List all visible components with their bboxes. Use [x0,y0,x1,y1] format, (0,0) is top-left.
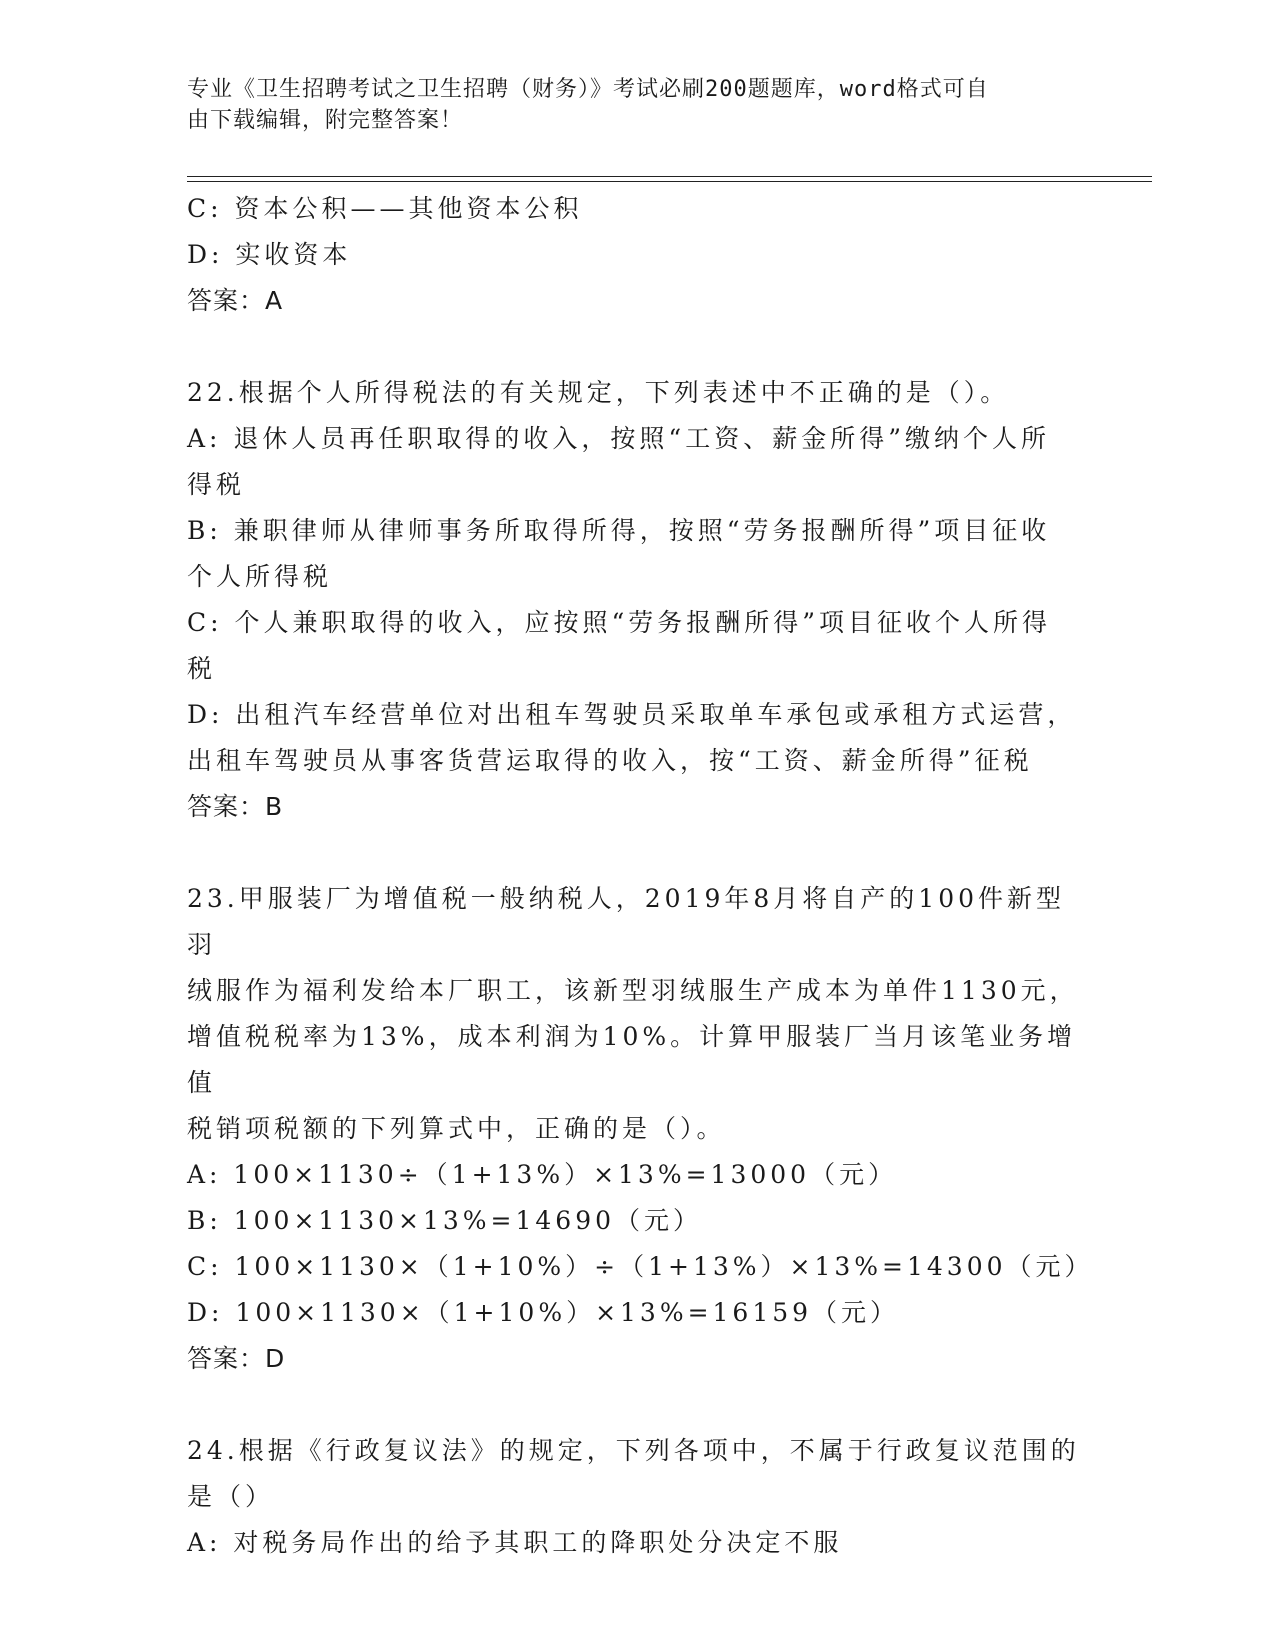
question-stem: 24.根据《行政复议法》的规定，下列各项中，不属于行政复议范围的 [187,1436,1080,1465]
option-d-continued: 出租车驾驶员从事客货营运取得的收入，按“工资、薪金所得”征税 [187,746,1033,775]
option-a: A: 退休人员再任职取得的收入，按照“工资、薪金所得”缴纳个人所 [187,424,1050,453]
option-c-continued: 税 [187,654,217,683]
option-c: C: 100×1130×（1+10%）÷（1+13%）×13%=14300（元） [187,1252,1094,1281]
answer-label: 答案：B [187,792,284,821]
previous-question-tail [187,186,1092,324]
header-divider-top [187,176,1152,177]
document-header [187,74,1067,136]
question-stem-continued: 绒服作为福利发给本厂职工，该新型羽绒服生产成本为单件1130元， [187,976,1079,1005]
question-stem-continued: 税销项税额的下列算式中，正确的是（）。 [187,1114,726,1143]
spacer [187,830,1092,876]
option-d: D: 100×1130×（1+10%）×13%=16159（元） [187,1298,900,1327]
option-b: B: 100×1130×13%=14690（元） [187,1206,703,1235]
question-stem: 22.根据个人所得税法的有关规定，下列表述中不正确的是（）。 [187,378,1010,407]
answer-label: 答案：A [187,286,284,315]
spacer [187,1382,1092,1428]
option-c: C: 个人兼职取得的收入，应按照“劳务报酬所得”项目征收个人所得 [187,608,1052,637]
header-title-line-2: 由下载编辑，附完整答案！ [187,108,464,133]
option-b-continued: 个人所得税 [187,562,333,591]
question-stem-continued: 增值税税率为13%，成本利润为10%。计算甲服装厂当月该笔业务增值 [187,1022,1077,1097]
header-divider-bottom [187,181,1152,182]
question-24 [187,1428,1092,1566]
option-d: D: 实收资本 [187,240,352,269]
option-a: A: 100×1130÷（1+13%）×13%=13000（元） [187,1160,898,1189]
question-stem-continued: 是（） [187,1482,275,1511]
question-stem: 23.甲服装厂为增值税一般纳税人，2019年8月将自产的100件新型羽 [187,884,1066,959]
header-title-line-1: 专业《卫生招聘考试之卫生招聘（财务）》考试必刷200题题库，word格式可自 [187,77,989,102]
option-d: D: 出租汽车经营单位对出租车驾驶员采取单车承包或承租方式运营， [187,700,1077,729]
option-a: A: 对税务局作出的给予其职工的降职处分决定不服 [187,1528,843,1557]
option-c: C: 资本公积——其他资本公积 [187,194,583,223]
question-23 [187,876,1092,1382]
answer-label: 答案：D [187,1344,286,1373]
option-a-continued: 得税 [187,470,246,499]
document-body [187,186,1092,1566]
option-b: B: 兼职律师从律师事务所取得所得，按照“劳务报酬所得”项目征收 [187,516,1051,545]
question-22 [187,370,1092,830]
spacer [187,324,1092,370]
